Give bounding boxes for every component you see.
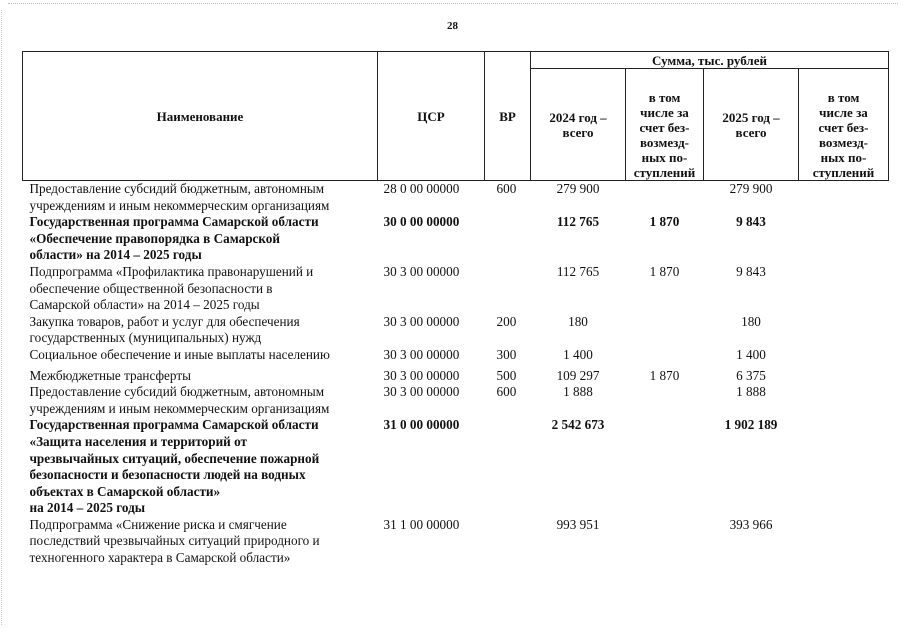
- header-name: Наименование: [23, 52, 378, 181]
- page-number: 28: [447, 20, 458, 32]
- row-2025-incl: [799, 314, 889, 347]
- row-name: [23, 364, 378, 385]
- row-name: [23, 417, 378, 517]
- row-2024-incl: 1 870: [649, 263, 680, 279]
- row-name-line: техногенного характера в Самарской области»: [29, 550, 291, 566]
- row-name-line: государственных (муниципальных) нужд: [29, 330, 262, 346]
- row-2025-total: 9 843: [736, 263, 766, 279]
- header-line: 2025 год –: [722, 109, 780, 125]
- row-2024-total: 1 400: [563, 346, 593, 362]
- row-vr: 600: [496, 181, 517, 196]
- row-vr: [485, 264, 531, 314]
- row-name: [23, 264, 378, 314]
- row-name-line: Государственная программа Самарской области: [29, 214, 319, 230]
- scan-border-top: [8, 3, 898, 4]
- row-name-line: учреждениям и иным некоммерческим организациям: [29, 197, 330, 213]
- row-csr: 30 3 00 00000: [383, 384, 460, 400]
- row-name-line: Предоставление субсидий бюджетным, автономным: [29, 181, 325, 196]
- header-2024-total: [531, 69, 626, 181]
- row-name-line: безопасности и безопасности людей на водных: [29, 467, 306, 483]
- row-name-line: Подпрограмма «Профилактика правонарушений и: [29, 263, 314, 279]
- header-line: ступлений: [633, 165, 696, 180]
- row-name-line: Подпрограмма «Снижение риска и смягчение: [29, 516, 287, 532]
- header-vr: ВР: [485, 52, 531, 181]
- row-name-line: Самарской области» на 2014 – 2025 годы: [29, 297, 260, 313]
- table-row: [23, 181, 889, 215]
- row-2025-incl: [799, 517, 889, 567]
- row-vr: [485, 214, 531, 264]
- row-csr: 30 3 00 00000: [383, 367, 460, 383]
- row-name-line: Межбюджетные трансферты: [29, 367, 191, 383]
- row-name-line: Социальное обеспечение и иные выплаты населению: [29, 346, 330, 362]
- row-name: [23, 214, 378, 264]
- header-line: всего: [562, 124, 594, 140]
- row-vr: 600: [496, 384, 517, 400]
- row-2024-incl: [626, 417, 704, 517]
- table-row: [23, 517, 889, 567]
- header-line: счет без-: [639, 120, 690, 135]
- row-name-line: чрезвычайных ситуаций, обеспечение пожарной: [29, 450, 320, 466]
- header-2024-incl: [626, 69, 704, 181]
- table-row: [23, 417, 889, 517]
- row-2025-total: 1 888: [736, 384, 766, 400]
- table-row: [23, 314, 889, 347]
- row-2025-incl: [799, 214, 889, 264]
- row-2024-incl: [626, 347, 704, 364]
- row-csr: 30 3 00 00000: [383, 346, 460, 362]
- row-2025-incl: [799, 181, 889, 215]
- row-name-line: области» на 2014 – 2025 годы: [29, 247, 202, 263]
- header-line: числе за: [819, 105, 868, 120]
- row-csr: 30 3 00 00000: [383, 263, 460, 279]
- header-2025-incl: [799, 69, 889, 181]
- row-name-line: последствий чрезвычайных ситуаций природного и: [29, 533, 320, 549]
- header-line: 2024 год –: [549, 109, 607, 125]
- table-row: [23, 347, 889, 364]
- table-row: [23, 384, 889, 417]
- row-vr: 200: [496, 313, 517, 329]
- header-line: ных по-: [820, 150, 867, 165]
- row-csr: 30 3 00 00000: [383, 313, 460, 329]
- row-vr: 300: [496, 346, 517, 362]
- row-2025-total: 9 843: [736, 214, 766, 230]
- table-body: [23, 181, 889, 567]
- row-name-line: объектах в Самарской области»: [29, 483, 221, 499]
- row-vr: 500: [496, 367, 517, 383]
- row-name-line: обеспечение общественной безопасности в: [29, 280, 273, 296]
- table-header: [23, 52, 889, 181]
- header-line: ных по-: [641, 150, 688, 165]
- header-csr: ЦСР: [378, 52, 485, 181]
- header-line: в том: [827, 90, 860, 105]
- scan-border-left: [1, 10, 2, 625]
- row-2024-incl: [626, 384, 704, 417]
- header-line: в том: [648, 90, 681, 105]
- row-2024-total: 112 765: [556, 263, 600, 279]
- row-vr: [485, 517, 531, 567]
- row-2025-total: 6 375: [736, 367, 766, 383]
- row-2025-incl: [799, 364, 889, 385]
- row-name: [23, 384, 378, 417]
- row-name: [23, 347, 378, 364]
- row-name: [23, 181, 378, 215]
- table-row: [23, 214, 889, 264]
- header-sum-group: Сумма, тыс. рублей: [531, 52, 889, 69]
- header-line: ступлений: [812, 165, 875, 180]
- row-csr: 30 0 00 00000: [383, 214, 460, 230]
- header-line: счет без-: [818, 120, 869, 135]
- row-2024-incl: [626, 314, 704, 347]
- table-row: [23, 364, 889, 385]
- row-2025-total: 1 400: [736, 346, 766, 362]
- row-2024-total: 1 888: [563, 384, 593, 400]
- row-name-line: «Обеспечение правопорядка в Самарской: [29, 230, 280, 246]
- row-2024-incl: 1 870: [649, 214, 680, 230]
- row-2025-total: 180: [741, 313, 761, 329]
- row-csr: 31 0 00 00000: [383, 417, 460, 433]
- row-name-line: Предоставление субсидий бюджетным, автономным: [29, 384, 325, 400]
- row-2024-total: 112 765: [556, 214, 600, 230]
- row-2024-total: 993 951: [556, 516, 600, 532]
- row-2025-total: 279 900: [729, 181, 773, 196]
- row-2025-incl: [799, 347, 889, 364]
- row-csr: 31 1 00 00000: [383, 516, 460, 532]
- header-line: числе за: [640, 105, 689, 120]
- row-2024-total: 279 900: [556, 181, 600, 196]
- row-2024-total: 2 542 673: [551, 417, 605, 433]
- row-2024-total: 109 297: [556, 367, 600, 383]
- header-line: всего: [735, 124, 767, 140]
- row-name: [23, 314, 378, 347]
- row-2025-incl: [799, 417, 889, 517]
- header-line: возмезд-: [819, 135, 868, 150]
- table-row: [23, 264, 889, 314]
- row-name-line: учреждениям и иным некоммерческим организациям: [29, 400, 330, 416]
- row-name-line: Закупка товаров, работ и услуг для обеспечения: [29, 313, 300, 329]
- row-2024-total: 180: [568, 313, 588, 329]
- row-2024-incl: [626, 517, 704, 567]
- row-2025-total: 1 902 189: [724, 417, 778, 433]
- row-2025-incl: [799, 264, 889, 314]
- row-name-line: на 2014 – 2025 годы: [29, 500, 146, 516]
- row-name-line: «Защита населения и территорий от: [29, 433, 247, 449]
- row-2024-incl: 1 870: [649, 367, 680, 383]
- row-vr: [485, 417, 531, 517]
- row-2025-total: 393 966: [729, 516, 773, 532]
- row-2024-incl: [626, 181, 704, 215]
- row-name-line: Государственная программа Самарской области: [29, 417, 319, 433]
- row-name: [23, 517, 378, 567]
- row-2025-incl: [799, 384, 889, 417]
- header-2025-total: [704, 69, 799, 181]
- header-line: возмезд-: [640, 135, 689, 150]
- row-csr: 28 0 00 00000: [383, 181, 460, 196]
- budget-table: [22, 51, 889, 567]
